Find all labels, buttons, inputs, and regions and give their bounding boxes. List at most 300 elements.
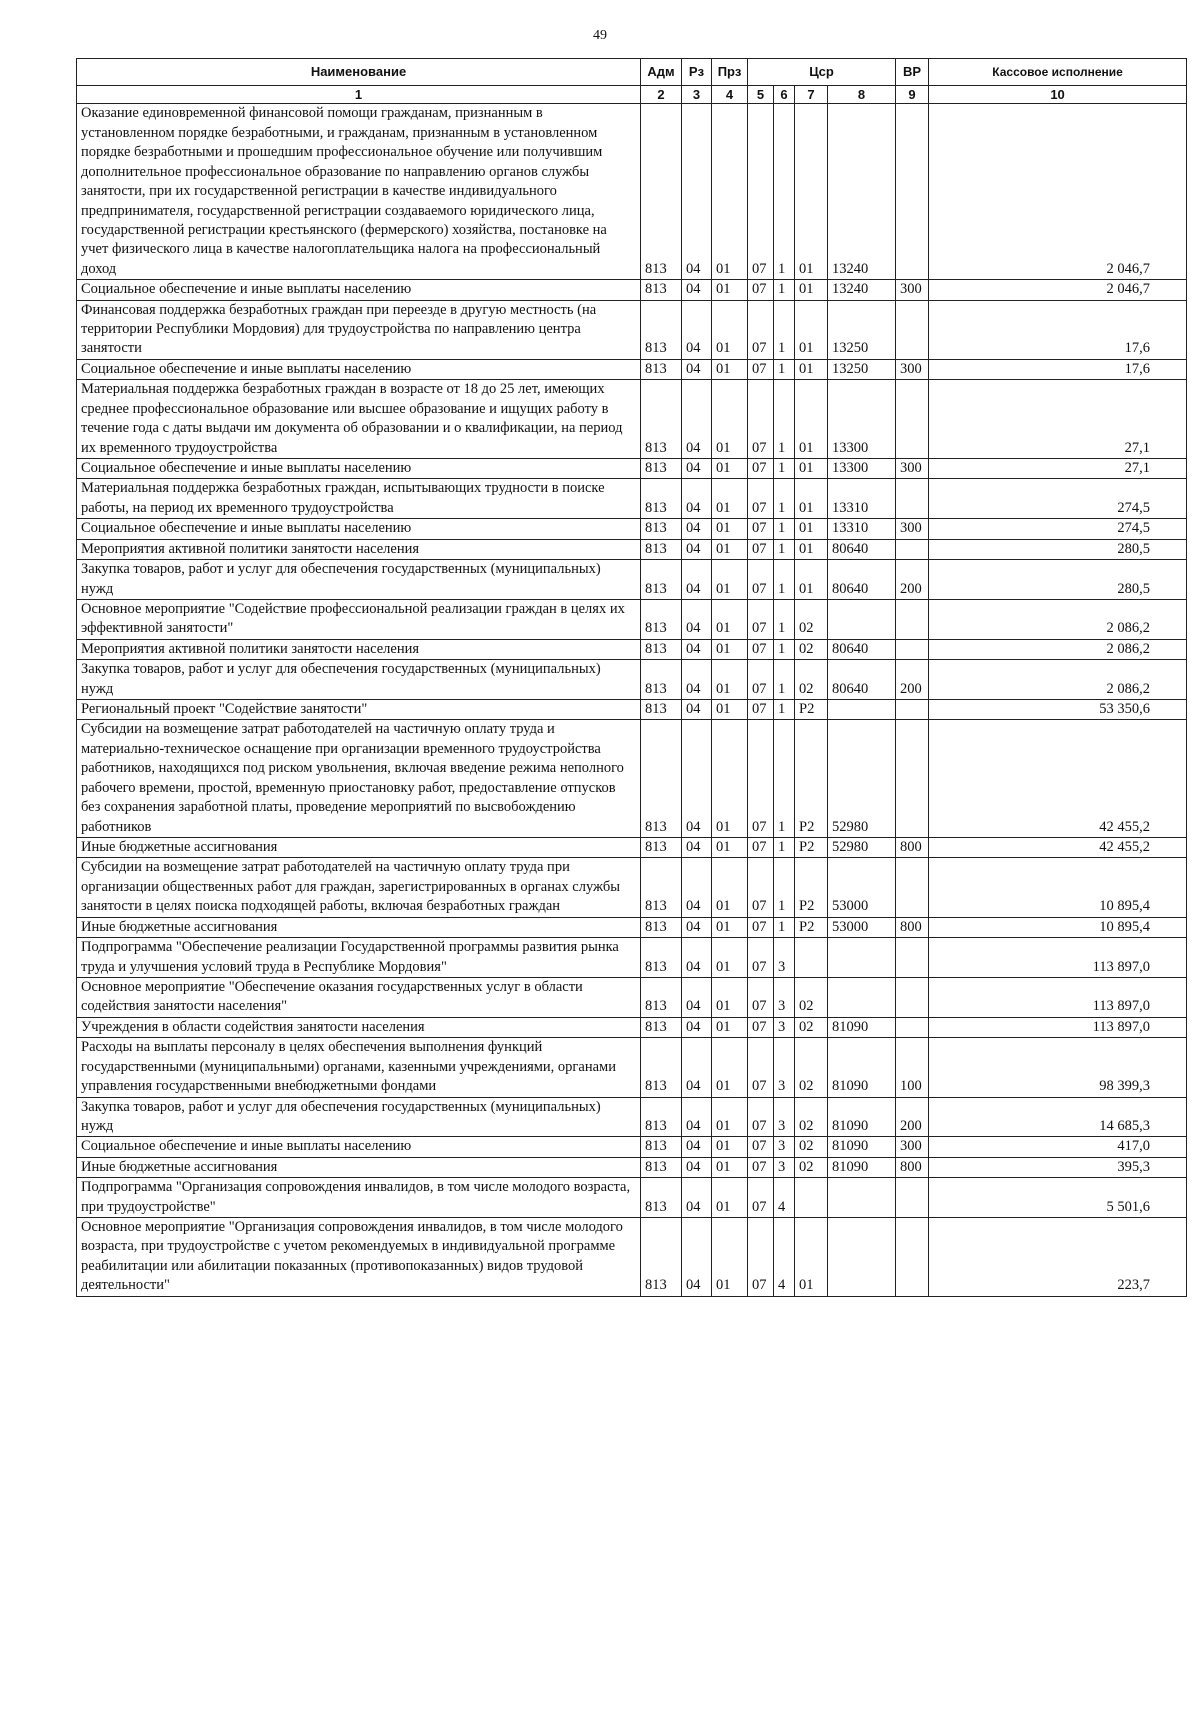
row-prz: 01 bbox=[712, 599, 748, 639]
row-rz: 04 bbox=[682, 479, 712, 519]
row-csr-7: 01 bbox=[795, 359, 828, 379]
row-prz: 01 bbox=[712, 1038, 748, 1097]
row-csr-6: 3 bbox=[774, 1038, 795, 1097]
row-csr-5: 07 bbox=[748, 599, 774, 639]
table-row bbox=[77, 1137, 1187, 1157]
column-number-row bbox=[77, 86, 1187, 104]
row-sum: 395,3 bbox=[929, 1157, 1187, 1177]
table-row bbox=[77, 938, 1187, 978]
row-csr-7: 01 bbox=[795, 300, 828, 359]
row-rz: 04 bbox=[682, 380, 712, 459]
row-rz: 04 bbox=[682, 938, 712, 978]
row-csr-8: 13250 bbox=[828, 300, 896, 359]
table-row bbox=[77, 917, 1187, 937]
row-prz: 01 bbox=[712, 479, 748, 519]
row-adm: 813 bbox=[641, 720, 682, 838]
row-csr-5: 07 bbox=[748, 1097, 774, 1137]
row-csr-7: 02 bbox=[795, 1038, 828, 1097]
row-name: Расходы на выплаты персоналу в целях обеспечения выполнения функций государственными (муниципальными) органами, казенными учреждениями, органами управления государственными внебюджетными фондами bbox=[77, 1038, 641, 1097]
row-vr bbox=[896, 639, 929, 659]
table-row bbox=[77, 539, 1187, 559]
row-prz: 01 bbox=[712, 539, 748, 559]
row-prz: 01 bbox=[712, 917, 748, 937]
row-adm: 813 bbox=[641, 977, 682, 1017]
row-prz: 01 bbox=[712, 858, 748, 917]
row-name: Мероприятия активной политики занятости населения bbox=[77, 639, 641, 659]
row-sum: 2 086,2 bbox=[929, 599, 1187, 639]
header-kassa: Кассовое исполнение bbox=[929, 59, 1187, 86]
row-csr-5: 07 bbox=[748, 1157, 774, 1177]
row-csr-7: 01 bbox=[795, 280, 828, 300]
row-csr-5: 07 bbox=[748, 1017, 774, 1037]
header-vr: ВР bbox=[896, 59, 929, 86]
header-prz: Прз bbox=[712, 59, 748, 86]
row-csr-6: 3 bbox=[774, 1017, 795, 1037]
row-vr: 800 bbox=[896, 917, 929, 937]
row-csr-8: 53000 bbox=[828, 858, 896, 917]
row-prz: 01 bbox=[712, 938, 748, 978]
row-vr bbox=[896, 1218, 929, 1297]
table-row bbox=[77, 858, 1187, 917]
row-adm: 813 bbox=[641, 917, 682, 937]
row-sum: 274,5 bbox=[929, 519, 1187, 539]
table-row bbox=[77, 1038, 1187, 1097]
row-vr: 100 bbox=[896, 1038, 929, 1097]
row-adm: 813 bbox=[641, 1218, 682, 1297]
row-adm: 813 bbox=[641, 1017, 682, 1037]
row-rz: 04 bbox=[682, 459, 712, 479]
row-adm: 813 bbox=[641, 1178, 682, 1218]
row-vr: 200 bbox=[896, 560, 929, 600]
table-row bbox=[77, 1097, 1187, 1137]
row-csr-8: 13240 bbox=[828, 104, 896, 280]
row-csr-7: P2 bbox=[795, 858, 828, 917]
row-csr-5: 07 bbox=[748, 1137, 774, 1157]
table-row bbox=[77, 720, 1187, 838]
row-vr: 800 bbox=[896, 1157, 929, 1177]
row-sum: 17,6 bbox=[929, 300, 1187, 359]
row-csr-8 bbox=[828, 599, 896, 639]
row-csr-7 bbox=[795, 938, 828, 978]
row-vr bbox=[896, 720, 929, 838]
row-csr-5: 07 bbox=[748, 917, 774, 937]
row-rz: 04 bbox=[682, 560, 712, 600]
row-csr-6: 1 bbox=[774, 700, 795, 720]
row-csr-5: 07 bbox=[748, 359, 774, 379]
row-csr-7: 01 bbox=[795, 459, 828, 479]
row-rz: 04 bbox=[682, 977, 712, 1017]
row-name: Материальная поддержка безработных граждан, испытывающих трудности в поиске работы, на период их временного трудоустройства bbox=[77, 479, 641, 519]
row-name: Материальная поддержка безработных граждан в возрасте от 18 до 25 лет, имеющих среднее профессиональное образование или высшее образование и ищущих работу в течение года с даты выдачи им документа об образовании и о квалификации, на период их временного трудоустройства bbox=[77, 380, 641, 459]
row-prz: 01 bbox=[712, 700, 748, 720]
row-csr-5: 07 bbox=[748, 380, 774, 459]
row-name: Иные бюджетные ассигнования bbox=[77, 917, 641, 937]
row-adm: 813 bbox=[641, 459, 682, 479]
row-name: Финансовая поддержка безработных граждан при переезде в другую местность (на территории Республики Мордовия) для трудоустройства по направлению центра занятости bbox=[77, 300, 641, 359]
row-vr: 300 bbox=[896, 459, 929, 479]
row-csr-8: 13310 bbox=[828, 479, 896, 519]
row-sum: 2 086,2 bbox=[929, 660, 1187, 700]
row-vr bbox=[896, 977, 929, 1017]
row-sum: 280,5 bbox=[929, 539, 1187, 559]
row-adm: 813 bbox=[641, 1137, 682, 1157]
row-csr-6: 1 bbox=[774, 599, 795, 639]
row-csr-5: 07 bbox=[748, 1038, 774, 1097]
row-name: Субсидии на возмещение затрат работодателей на частичную оплату труда при организации общественных работ для граждан, зарегистрированных в органах службы занятости в целях поиска подходящей работы, включая безработных граждан bbox=[77, 858, 641, 917]
row-name: Закупка товаров, работ и услуг для обеспечения государственных (муниципальных) нужд bbox=[77, 1097, 641, 1137]
row-adm: 813 bbox=[641, 380, 682, 459]
row-vr: 300 bbox=[896, 359, 929, 379]
row-csr-6: 1 bbox=[774, 459, 795, 479]
row-name: Социальное обеспечение и иные выплаты населению bbox=[77, 359, 641, 379]
row-rz: 04 bbox=[682, 359, 712, 379]
row-csr-6: 3 bbox=[774, 977, 795, 1017]
row-prz: 01 bbox=[712, 1097, 748, 1137]
row-name: Основное мероприятие "Содействие профессиональной реализации граждан в целях их эффективной занятости" bbox=[77, 599, 641, 639]
row-csr-6: 1 bbox=[774, 380, 795, 459]
table-row bbox=[77, 1218, 1187, 1297]
row-vr bbox=[896, 300, 929, 359]
row-vr: 300 bbox=[896, 519, 929, 539]
row-adm: 813 bbox=[641, 280, 682, 300]
row-sum: 27,1 bbox=[929, 380, 1187, 459]
row-csr-8: 13250 bbox=[828, 359, 896, 379]
row-name: Социальное обеспечение и иные выплаты населению bbox=[77, 519, 641, 539]
row-prz: 01 bbox=[712, 1157, 748, 1177]
page-number: 49 bbox=[593, 28, 607, 43]
row-csr-5: 07 bbox=[748, 280, 774, 300]
row-name: Учреждения в области содействия занятости населения bbox=[77, 1017, 641, 1037]
row-csr-6: 1 bbox=[774, 359, 795, 379]
row-csr-6: 1 bbox=[774, 539, 795, 559]
row-prz: 01 bbox=[712, 1178, 748, 1218]
row-name: Социальное обеспечение и иные выплаты населению bbox=[77, 1137, 641, 1157]
row-vr: 800 bbox=[896, 838, 929, 858]
row-csr-7: 01 bbox=[795, 380, 828, 459]
row-csr-8: 52980 bbox=[828, 720, 896, 838]
row-csr-6: 3 bbox=[774, 1097, 795, 1137]
row-sum: 2 086,2 bbox=[929, 639, 1187, 659]
row-csr-5: 07 bbox=[748, 700, 774, 720]
table-row bbox=[77, 838, 1187, 858]
row-csr-5: 07 bbox=[748, 1178, 774, 1218]
row-csr-8: 80640 bbox=[828, 539, 896, 559]
row-sum: 5 501,6 bbox=[929, 1178, 1187, 1218]
row-csr-5: 07 bbox=[748, 300, 774, 359]
row-rz: 04 bbox=[682, 720, 712, 838]
row-sum: 17,6 bbox=[929, 359, 1187, 379]
row-vr bbox=[896, 479, 929, 519]
row-sum: 10 895,4 bbox=[929, 858, 1187, 917]
row-prz: 01 bbox=[712, 380, 748, 459]
row-name: Иные бюджетные ассигнования bbox=[77, 838, 641, 858]
row-rz: 04 bbox=[682, 917, 712, 937]
col-number: 8 bbox=[828, 86, 896, 104]
row-name: Оказание единовременной финансовой помощи гражданам, признанным в установленном порядке безработными, и гражданам, признанным в установленном порядке безработными и прошедшим профессиональное обучение или получившим дополнительное профессиональное образование по направлению органов службы занятости, при их государственной регистрации в качестве индивидуального предпринимателя, государственной регистрации создаваемого юридического лица, государственной регистрации крестьянского (фермерского) хозяйства, постановке на учет физического лица в качестве налогоплательщика налога на профессиональный доход bbox=[77, 104, 641, 280]
col-number: 9 bbox=[896, 86, 929, 104]
row-name: Социальное обеспечение и иные выплаты населению bbox=[77, 459, 641, 479]
row-name: Подпрограмма "Обеспечение реализации Государственной программы развития рынка труда и улучшения условий труда в Республике Мордовия" bbox=[77, 938, 641, 978]
row-csr-8: 13310 bbox=[828, 519, 896, 539]
table-row bbox=[77, 560, 1187, 600]
row-sum: 223,7 bbox=[929, 1218, 1187, 1297]
row-sum: 113 897,0 bbox=[929, 938, 1187, 978]
row-csr-6: 1 bbox=[774, 479, 795, 519]
row-csr-7: 02 bbox=[795, 977, 828, 1017]
row-csr-7: P2 bbox=[795, 838, 828, 858]
row-csr-8: 81090 bbox=[828, 1137, 896, 1157]
row-prz: 01 bbox=[712, 838, 748, 858]
table-row bbox=[77, 599, 1187, 639]
row-csr-7: 01 bbox=[795, 560, 828, 600]
table-row bbox=[77, 359, 1187, 379]
row-csr-8 bbox=[828, 1178, 896, 1218]
row-rz: 04 bbox=[682, 280, 712, 300]
row-csr-7: 02 bbox=[795, 1017, 828, 1037]
col-number: 1 bbox=[77, 86, 641, 104]
row-sum: 14 685,3 bbox=[929, 1097, 1187, 1137]
row-csr-8 bbox=[828, 938, 896, 978]
table-row bbox=[77, 300, 1187, 359]
row-csr-7: 01 bbox=[795, 479, 828, 519]
row-rz: 04 bbox=[682, 1218, 712, 1297]
row-adm: 813 bbox=[641, 1097, 682, 1137]
row-csr-5: 07 bbox=[748, 720, 774, 838]
col-number: 5 bbox=[748, 86, 774, 104]
row-adm: 813 bbox=[641, 560, 682, 600]
row-name: Социальное обеспечение и иные выплаты населению bbox=[77, 280, 641, 300]
row-adm: 813 bbox=[641, 700, 682, 720]
row-csr-8: 81090 bbox=[828, 1157, 896, 1177]
col-number: 7 bbox=[795, 86, 828, 104]
row-prz: 01 bbox=[712, 1017, 748, 1037]
row-csr-7: 02 bbox=[795, 1137, 828, 1157]
row-prz: 01 bbox=[712, 1137, 748, 1157]
header-rz: Рз bbox=[682, 59, 712, 86]
row-csr-8 bbox=[828, 700, 896, 720]
row-csr-8: 80640 bbox=[828, 560, 896, 600]
row-csr-5: 07 bbox=[748, 639, 774, 659]
row-csr-5: 07 bbox=[748, 858, 774, 917]
row-sum: 53 350,6 bbox=[929, 700, 1187, 720]
row-sum: 42 455,2 bbox=[929, 838, 1187, 858]
row-csr-5: 07 bbox=[748, 479, 774, 519]
row-csr-6: 3 bbox=[774, 938, 795, 978]
row-prz: 01 bbox=[712, 459, 748, 479]
row-csr-5: 07 bbox=[748, 660, 774, 700]
row-csr-7: 02 bbox=[795, 1097, 828, 1137]
row-rz: 04 bbox=[682, 1157, 712, 1177]
header-name: Наименование bbox=[77, 59, 641, 86]
row-csr-6: 1 bbox=[774, 660, 795, 700]
row-sum: 27,1 bbox=[929, 459, 1187, 479]
header-adm: Адм bbox=[641, 59, 682, 86]
row-sum: 274,5 bbox=[929, 479, 1187, 519]
row-vr bbox=[896, 1178, 929, 1218]
row-vr: 300 bbox=[896, 1137, 929, 1157]
table-row bbox=[77, 104, 1187, 280]
row-vr bbox=[896, 539, 929, 559]
row-csr-7: 01 bbox=[795, 519, 828, 539]
row-prz: 01 bbox=[712, 977, 748, 1017]
row-csr-5: 07 bbox=[748, 977, 774, 1017]
row-csr-8 bbox=[828, 1218, 896, 1297]
row-csr-8 bbox=[828, 977, 896, 1017]
row-csr-8: 80640 bbox=[828, 660, 896, 700]
col-number: 2 bbox=[641, 86, 682, 104]
row-csr-5: 07 bbox=[748, 539, 774, 559]
row-csr-5: 07 bbox=[748, 1218, 774, 1297]
row-csr-8: 81090 bbox=[828, 1038, 896, 1097]
row-vr: 200 bbox=[896, 1097, 929, 1137]
row-vr bbox=[896, 858, 929, 917]
row-csr-5: 07 bbox=[748, 519, 774, 539]
row-csr-8: 13240 bbox=[828, 280, 896, 300]
row-prz: 01 bbox=[712, 639, 748, 659]
budget-table bbox=[76, 58, 1187, 1297]
row-sum: 2 046,7 bbox=[929, 280, 1187, 300]
row-rz: 04 bbox=[682, 1017, 712, 1037]
row-vr bbox=[896, 938, 929, 978]
row-csr-8: 53000 bbox=[828, 917, 896, 937]
table-row bbox=[77, 1017, 1187, 1037]
row-csr-8: 81090 bbox=[828, 1097, 896, 1137]
row-prz: 01 bbox=[712, 300, 748, 359]
row-csr-6: 1 bbox=[774, 519, 795, 539]
table-row bbox=[77, 660, 1187, 700]
row-csr-7: 01 bbox=[795, 539, 828, 559]
row-prz: 01 bbox=[712, 280, 748, 300]
row-adm: 813 bbox=[641, 519, 682, 539]
row-vr bbox=[896, 1017, 929, 1037]
row-prz: 01 bbox=[712, 660, 748, 700]
col-number: 3 bbox=[682, 86, 712, 104]
row-sum: 113 897,0 bbox=[929, 977, 1187, 1017]
row-adm: 813 bbox=[641, 1157, 682, 1177]
row-adm: 813 bbox=[641, 660, 682, 700]
row-csr-6: 1 bbox=[774, 300, 795, 359]
row-name: Мероприятия активной политики занятости населения bbox=[77, 539, 641, 559]
row-csr-8: 80640 bbox=[828, 639, 896, 659]
row-rz: 04 bbox=[682, 858, 712, 917]
row-csr-6: 1 bbox=[774, 917, 795, 937]
row-csr-6: 3 bbox=[774, 1157, 795, 1177]
table-row bbox=[77, 459, 1187, 479]
row-rz: 04 bbox=[682, 1097, 712, 1137]
row-rz: 04 bbox=[682, 519, 712, 539]
row-prz: 01 bbox=[712, 720, 748, 838]
row-name: Иные бюджетные ассигнования bbox=[77, 1157, 641, 1177]
row-csr-7: 01 bbox=[795, 104, 828, 280]
row-csr-6: 1 bbox=[774, 560, 795, 600]
row-adm: 813 bbox=[641, 359, 682, 379]
row-rz: 04 bbox=[682, 1178, 712, 1218]
header-row bbox=[77, 59, 1187, 86]
row-csr-6: 1 bbox=[774, 639, 795, 659]
row-rz: 04 bbox=[682, 539, 712, 559]
table-row bbox=[77, 1157, 1187, 1177]
table-row bbox=[77, 479, 1187, 519]
row-name: Основное мероприятие "Обеспечение оказания государственных услуг в области содействия занятости населения" bbox=[77, 977, 641, 1017]
row-csr-6: 4 bbox=[774, 1218, 795, 1297]
row-adm: 813 bbox=[641, 479, 682, 519]
row-csr-5: 07 bbox=[748, 838, 774, 858]
table-row bbox=[77, 280, 1187, 300]
row-sum: 42 455,2 bbox=[929, 720, 1187, 838]
row-sum: 98 399,3 bbox=[929, 1038, 1187, 1097]
row-csr-7: P2 bbox=[795, 700, 828, 720]
row-adm: 813 bbox=[641, 1038, 682, 1097]
row-rz: 04 bbox=[682, 1137, 712, 1157]
row-prz: 01 bbox=[712, 519, 748, 539]
row-csr-8: 13300 bbox=[828, 380, 896, 459]
row-vr: 300 bbox=[896, 280, 929, 300]
table-row bbox=[77, 1178, 1187, 1218]
table-row bbox=[77, 380, 1187, 459]
header-csr: Цср bbox=[748, 59, 896, 86]
table-row bbox=[77, 519, 1187, 539]
row-name: Основное мероприятие "Организация сопровождения инвалидов, в том числе молодого возраста, при трудоустройстве с учетом рекомендуемых в индивидуальной программе реабилитации или абилитации показанных (противопоказанных) видов трудовой деятельности" bbox=[77, 1218, 641, 1297]
row-rz: 04 bbox=[682, 599, 712, 639]
row-adm: 813 bbox=[641, 599, 682, 639]
col-number: 6 bbox=[774, 86, 795, 104]
row-rz: 04 bbox=[682, 700, 712, 720]
row-csr-6: 1 bbox=[774, 858, 795, 917]
row-adm: 813 bbox=[641, 639, 682, 659]
col-number: 4 bbox=[712, 86, 748, 104]
row-adm: 813 bbox=[641, 104, 682, 280]
row-csr-7: 02 bbox=[795, 660, 828, 700]
row-rz: 04 bbox=[682, 104, 712, 280]
row-rz: 04 bbox=[682, 660, 712, 700]
row-name: Региональный проект "Содействие занятости" bbox=[77, 700, 641, 720]
row-csr-6: 1 bbox=[774, 104, 795, 280]
row-adm: 813 bbox=[641, 938, 682, 978]
row-prz: 01 bbox=[712, 359, 748, 379]
row-sum: 10 895,4 bbox=[929, 917, 1187, 937]
row-adm: 813 bbox=[641, 539, 682, 559]
row-csr-5: 07 bbox=[748, 459, 774, 479]
table-row bbox=[77, 639, 1187, 659]
row-name: Подпрограмма "Организация сопровождения инвалидов, в том числе молодого возраста, при трудоустройстве" bbox=[77, 1178, 641, 1218]
row-prz: 01 bbox=[712, 1218, 748, 1297]
row-vr bbox=[896, 599, 929, 639]
row-prz: 01 bbox=[712, 560, 748, 600]
row-csr-6: 4 bbox=[774, 1178, 795, 1218]
row-csr-6: 1 bbox=[774, 838, 795, 858]
row-adm: 813 bbox=[641, 838, 682, 858]
row-sum: 2 046,7 bbox=[929, 104, 1187, 280]
row-csr-6: 3 bbox=[774, 1137, 795, 1157]
row-name: Субсидии на возмещение затрат работодателей на частичную оплату труда и материально-техническое оснащение при организации временного трудоустройства работников, находящихся под риском увольнения, включая введение режима неполного рабочего времени, простой, временную приостановку работ, предоставление отпусков без сохранения заработной платы, проведение мероприятий по высвобождению работников bbox=[77, 720, 641, 838]
row-adm: 813 bbox=[641, 300, 682, 359]
row-csr-8: 13300 bbox=[828, 459, 896, 479]
col-number: 10 bbox=[929, 86, 1187, 104]
row-csr-7 bbox=[795, 1178, 828, 1218]
table-row bbox=[77, 977, 1187, 1017]
row-sum: 113 897,0 bbox=[929, 1017, 1187, 1037]
row-vr bbox=[896, 700, 929, 720]
row-csr-7: 01 bbox=[795, 1218, 828, 1297]
row-csr-6: 1 bbox=[774, 280, 795, 300]
table-row bbox=[77, 700, 1187, 720]
row-csr-6: 1 bbox=[774, 720, 795, 838]
row-csr-5: 07 bbox=[748, 938, 774, 978]
row-csr-8: 52980 bbox=[828, 838, 896, 858]
row-name: Закупка товаров, работ и услуг для обеспечения государственных (муниципальных) нужд bbox=[77, 560, 641, 600]
row-adm: 813 bbox=[641, 858, 682, 917]
row-rz: 04 bbox=[682, 838, 712, 858]
